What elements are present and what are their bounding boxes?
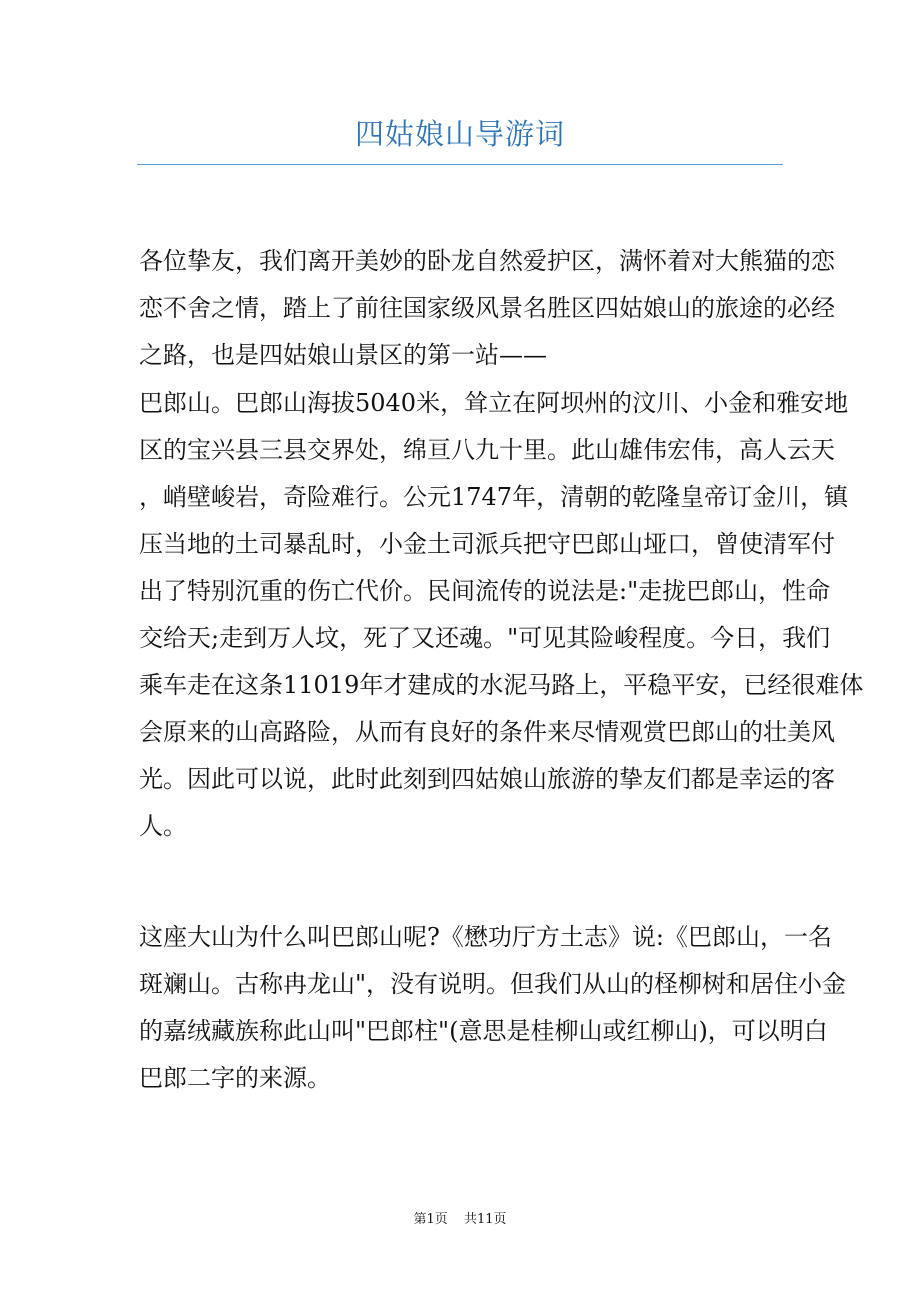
- text-line: 出了特别沉重的伤亡代价。民间流传的说法是:"走拢巴郎山，性命: [139, 577, 831, 605]
- text-line: 恋不舍之情，踏上了前往国家级风景名胜区四姑娘山的旅途的必经: [139, 294, 835, 322]
- text-line: 这座大山为什么叫巴郎山呢?《懋功厅方土志》说:《巴郎山，一名: [139, 923, 832, 951]
- text-line: 之路，也是四姑娘山景区的第一站——: [139, 341, 547, 369]
- text-line: 乘车走在这条11019年才建成的水泥马路上，平稳平安，已经很难体: [139, 671, 864, 699]
- text-line: 区的宝兴县三县交界处，绵亘八九十里。此山雄伟宏伟，高人云天: [139, 436, 835, 464]
- paragraph-2: [139, 380, 864, 850]
- text-line: 各位挚友，我们离开美妙的卧龙自然爱护区，满怀着对大熊猫的恋: [139, 247, 835, 275]
- title-divider: [137, 164, 783, 165]
- document-title: 四姑娘山导游词: [354, 117, 565, 151]
- text-line: 的嘉绒藏族称此山叫"巴郎柱"(意思是桂柳山或红柳山)，可以明白: [139, 1017, 828, 1045]
- text-line: 斑斓山。古称冉龙山"，没有说明。但我们从山的柽柳树和居住小金: [139, 970, 847, 998]
- text-line: 压当地的土司暴乱时，小金土司派兵把守巴郎山垭口，曾使清军付: [139, 530, 835, 558]
- text-line: 人。: [139, 812, 187, 840]
- text-line: 交给天;走到万人坟，死了又还魂。"可见其险峻程度。今日，我们: [139, 624, 831, 652]
- text-line: 会原来的山高路险，从而有良好的条件来尽情观赏巴郎山的壮美风: [139, 718, 835, 746]
- page-total: 共11页: [463, 1212, 507, 1227]
- text-line: ，峭壁峻岩，奇险难行。公元1747年，清朝的乾隆皇帝订金川，镇: [139, 483, 849, 511]
- text-line: 光。因此可以说，此时此刻到四姑娘山旅游的挚友们都是幸运的客: [139, 765, 835, 793]
- text-line: 巴郎二字的来源。: [139, 1064, 331, 1092]
- page-footer: [0, 1208, 920, 1227]
- paragraph-3: [139, 914, 847, 1102]
- text-line: 巴郎山。巴郎山海拔5040米，耸立在阿坝州的汶川、小金和雅安地: [139, 389, 849, 417]
- paragraph-1: [139, 238, 835, 379]
- page-number: 第1页: [413, 1212, 448, 1227]
